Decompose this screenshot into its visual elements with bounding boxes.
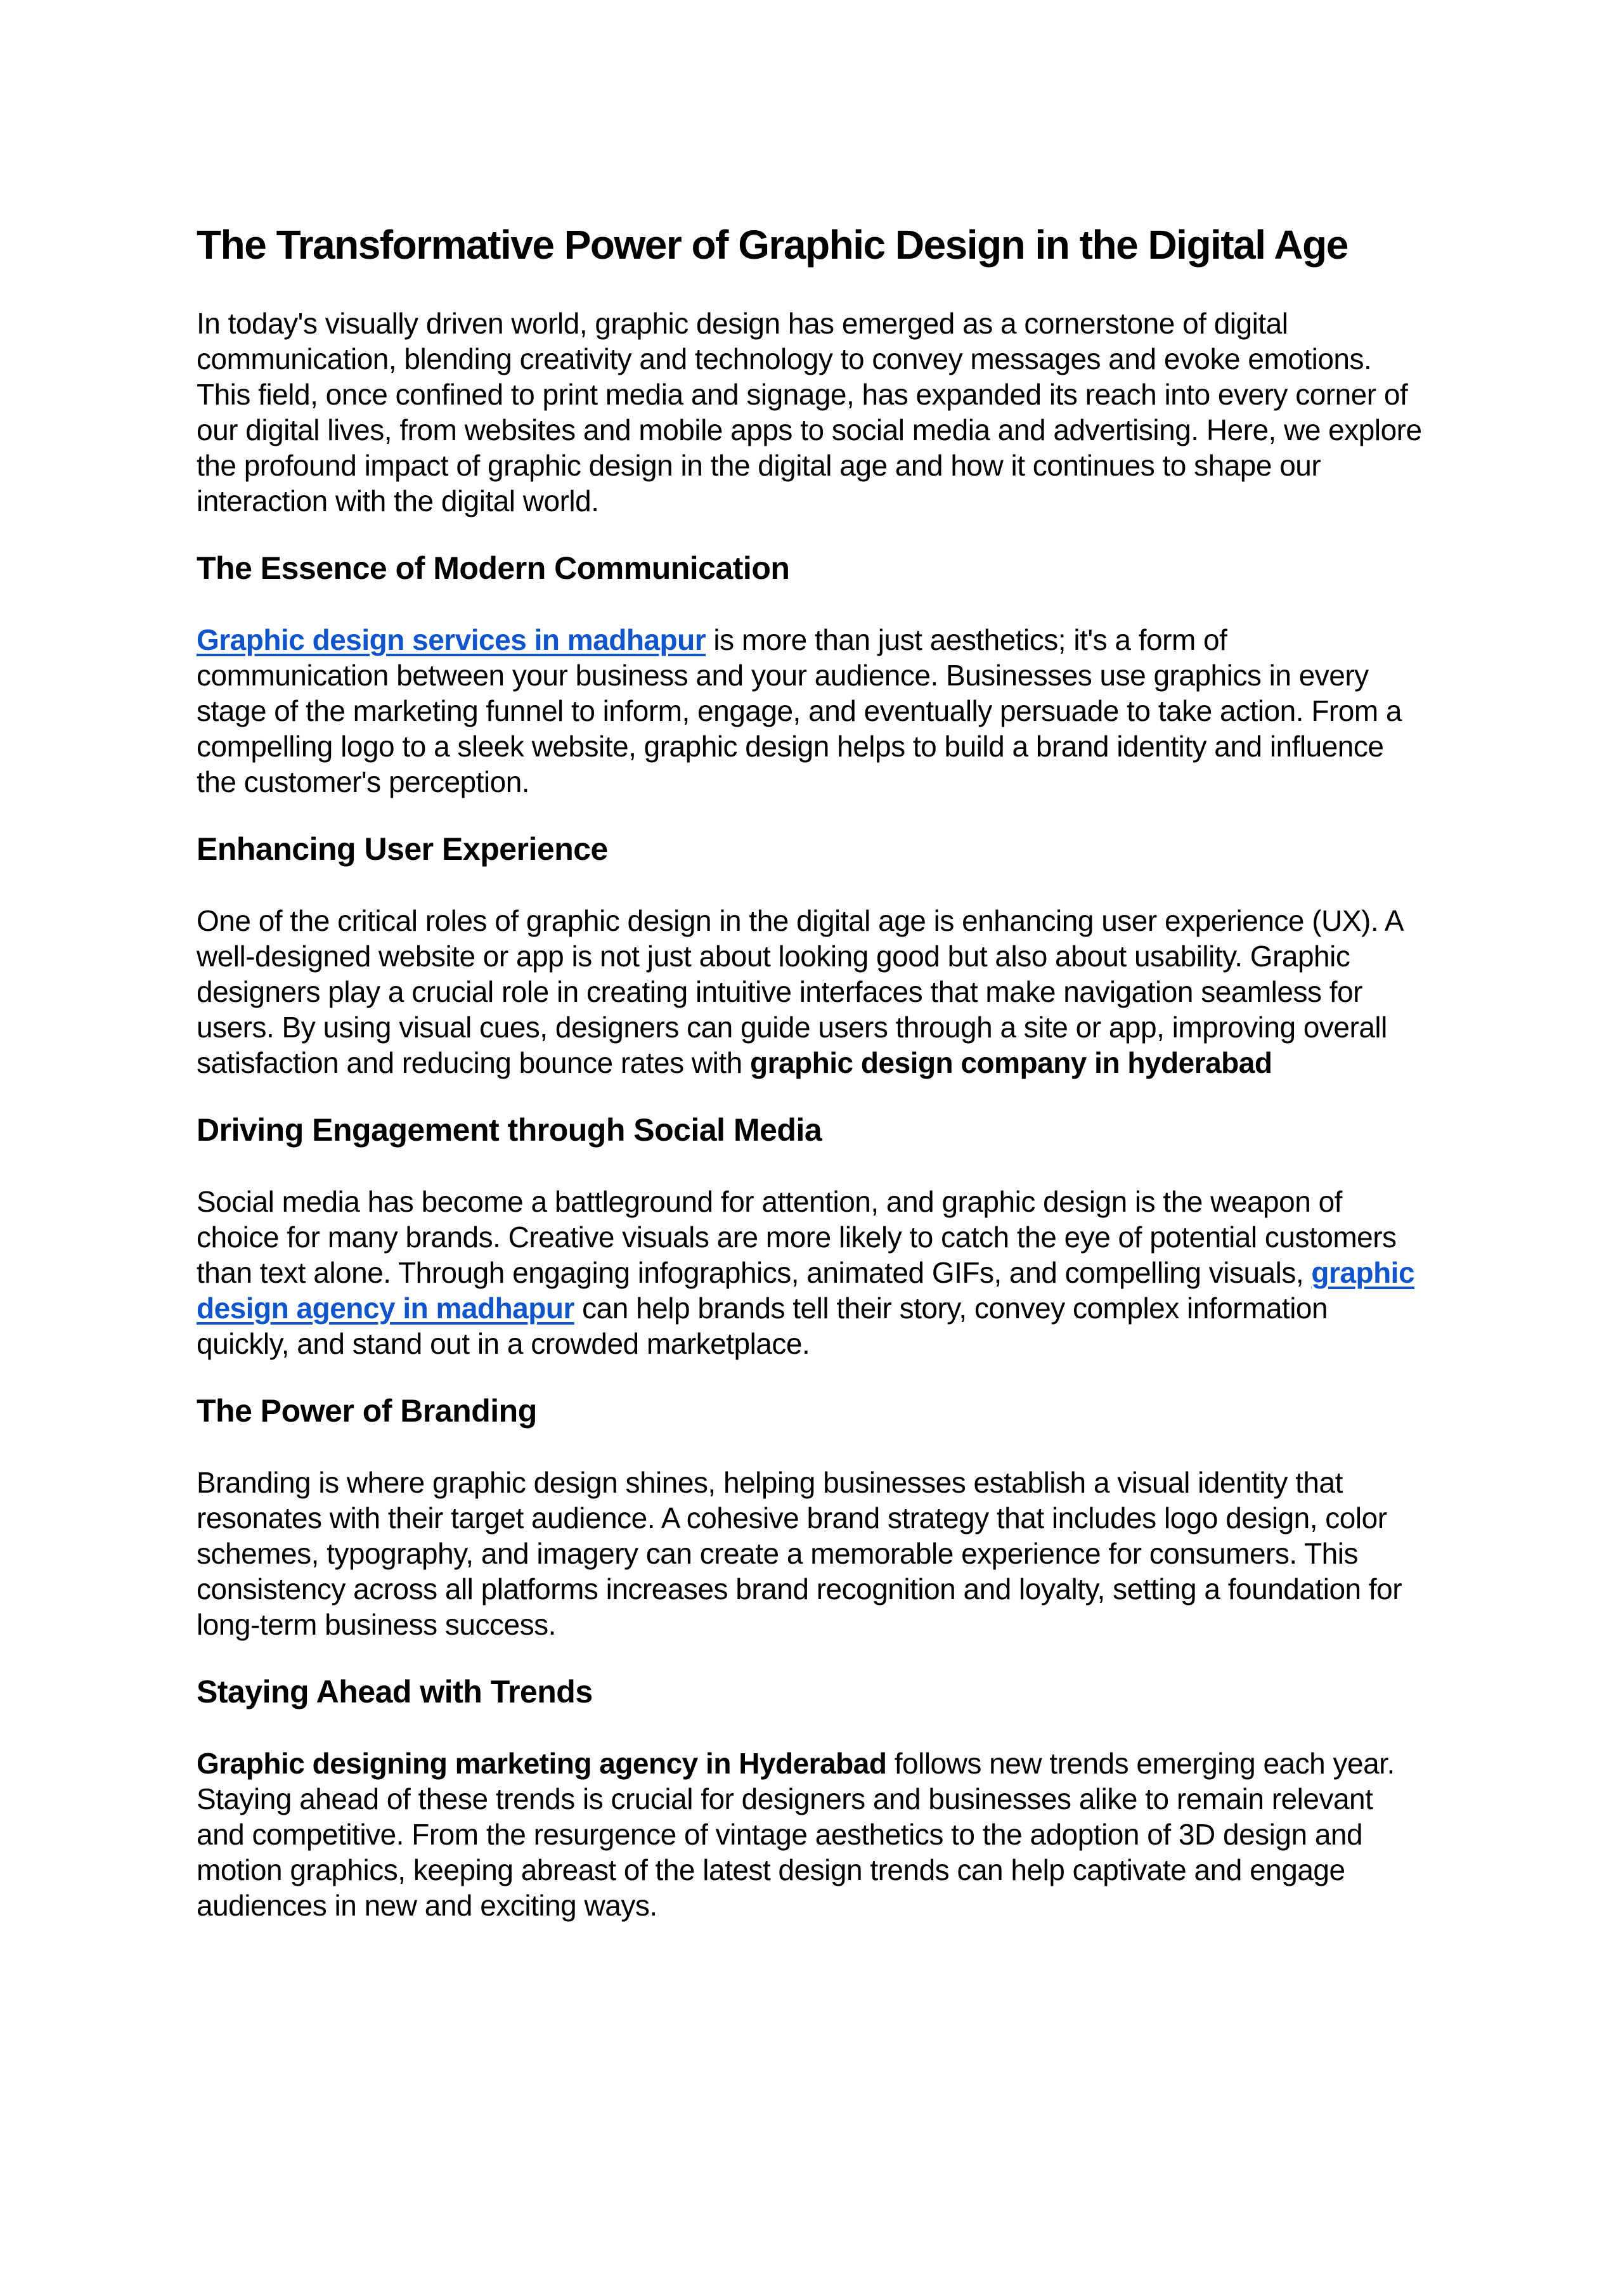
section-heading: The Essence of Modern Communication — [197, 550, 790, 586]
paragraph — [197, 903, 1426, 1080]
text-run: Branding is where graphic design shines, helping businesses establish a visual identity that resonates with their target audience. A cohesive brand strategy that includes logo design, color schemes, typography, and imagery can create a memorable experience for consumers. This consistency across all platforms increases brand recognition and loyalty, setting a foundation for long-term business success. — [197, 1466, 1402, 1641]
paragraph — [197, 1184, 1426, 1361]
article — [197, 219, 1426, 1923]
bold-text-run: graphic design company in hyderabad — [749, 1046, 1272, 1079]
article-title: The Transformative Power of Graphic Design in the Digital Age — [197, 222, 1348, 268]
text-run: is more than just aesthetics; it's a form of communication between your business and your audience. Businesses use graphics in every stage of the marketing funnel to inform, engage, and eventually persuade to take action. From a compelling logo to a sleek website, graphic design helps to build a brand identity and influence the customer's perception. — [197, 623, 1402, 798]
text-run: In today's visually driven world, graphic design has emerged as a cornerstone of digital communication, blending creativity and technology to convey messages and evoke emotions. This field, once confined to print media and signage, has expanded its reach into every corner of our digital lives, from websites and mobile apps to social media and advertising. Here, we explore the profound impact of graphic design in the digital age and how it continues to shape our interaction with the digital world. — [197, 307, 1422, 517]
section-heading: Enhancing User Experience — [197, 831, 608, 867]
paragraph — [197, 1465, 1426, 1642]
paragraph — [197, 306, 1426, 519]
text-run: One of the critical roles of graphic design in the digital age is enhancing user experience (UX). A well-designed website or app is not just about looking good but also about usability. Graphic designers play a crucial role in creating intuitive interfaces that make navigation seamless for users. By using visual cues, designers can guide users through a site or app, improving overall satisfaction and reducing bounce rates with — [197, 904, 1402, 1079]
text-run: can help brands tell their story, convey complex information quickly, and stand out in a crowded marketplace. — [197, 1292, 1328, 1360]
link-graphic-design-agency-in-madhapur[interactable]: graphic design agency in madhapur — [197, 1256, 1415, 1325]
text-run: follows new trends emerging each year. Staying ahead of these trends is crucial for designers and businesses alike to remain relevant and competitive. From the resurgence of vintage aesthetics to the adoption of 3D design and motion graphics, keeping abreast of the latest design trends can help captivate and engage audiences in new and exciting ways. — [197, 1747, 1395, 1922]
section-heading: The Power of Branding — [197, 1393, 537, 1429]
section-heading: Driving Engagement through Social Media — [197, 1112, 822, 1148]
bold-text-run: Graphic designing marketing agency in Hyderabad — [197, 1747, 887, 1780]
paragraph — [197, 622, 1426, 800]
section-heading: Staying Ahead with Trends — [197, 1674, 593, 1709]
text-run: Social media has become a battleground for attention, and graphic design is the weapon of choice for many brands. Creative visuals are more likely to catch the eye of potential customers than text alone. Through engaging infographics, animated GIFs, and compelling visuals, — [197, 1185, 1397, 1289]
paragraph — [197, 1746, 1426, 1923]
link-graphic-design-services-in-madhapur[interactable]: Graphic design services in madhapur — [197, 623, 706, 656]
